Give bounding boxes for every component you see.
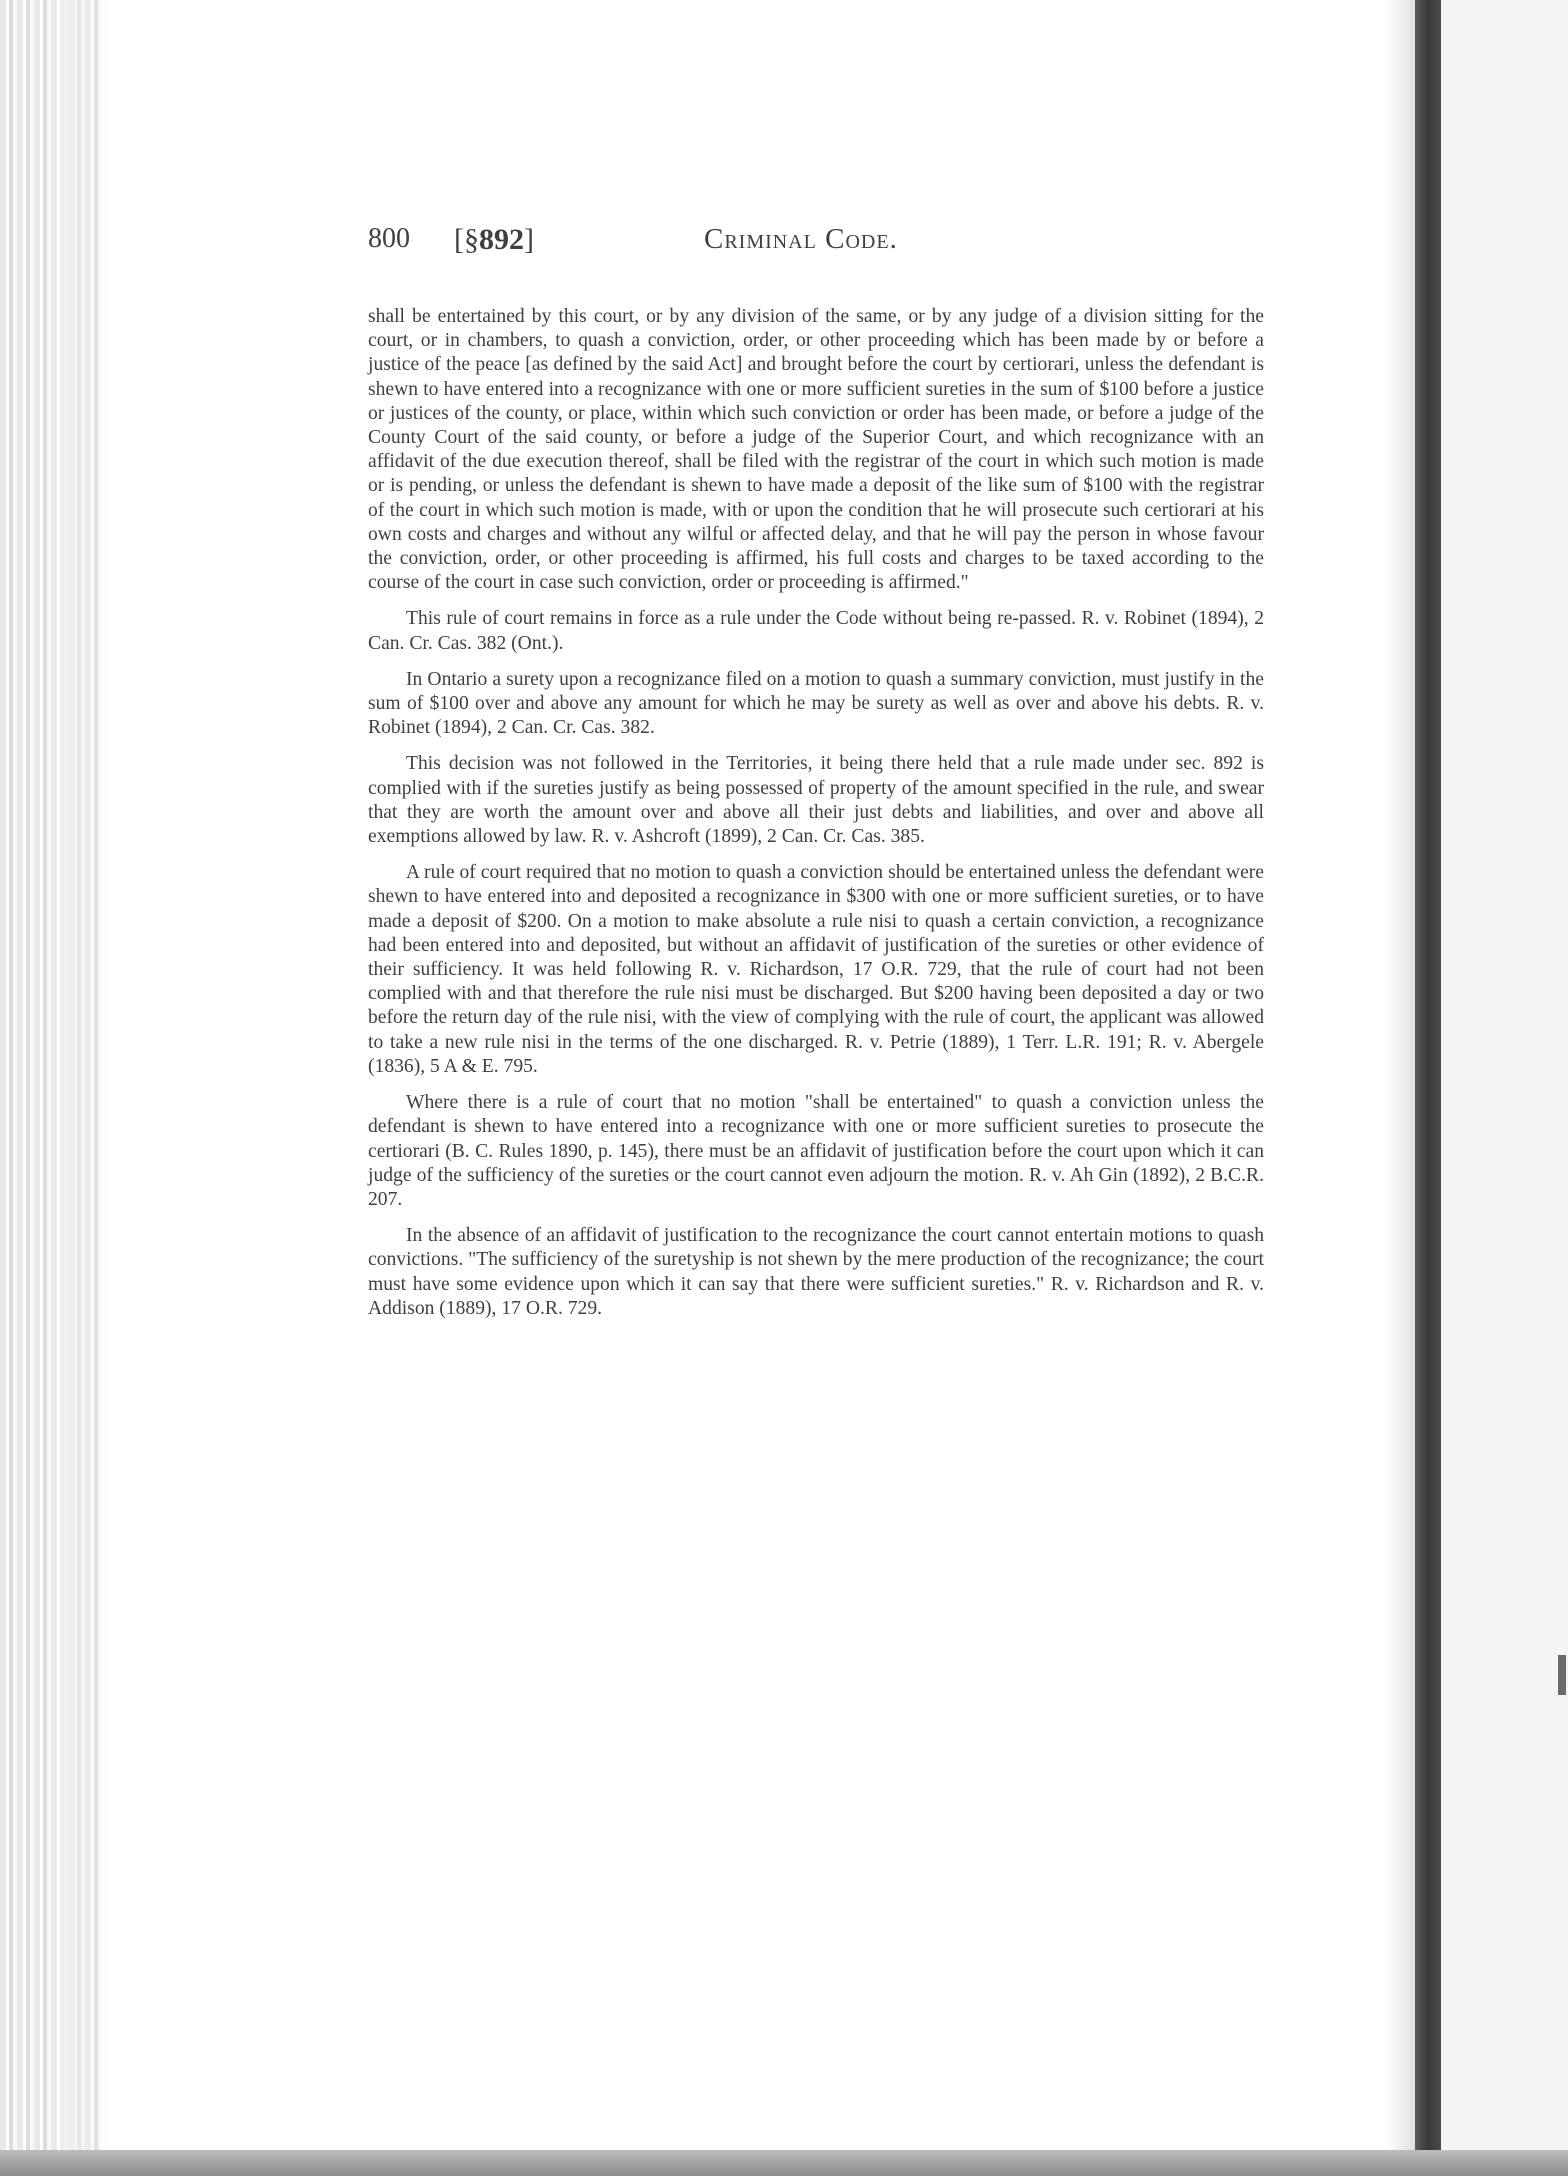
facing-page-edge <box>1441 0 1568 2176</box>
section-open-bracket: [§ <box>454 223 479 256</box>
section-close-bracket: ] <box>524 223 534 256</box>
book-gutter <box>1415 0 1441 2176</box>
running-head <box>368 215 1264 265</box>
paragraph: In Ontario a surety upon a recognizance filed on a motion to quash a summary conviction, must justify in the sum of $100 over and above any amount for which he may be surety as well as over and above his debts. R. v. Robinet (1894), 2 Can. Cr. Cas. 382. <box>368 668 1264 739</box>
paragraph: In the absence of an affidavit of justification to the recognizance the court cannot entertain motions to quash convictions. "The sufficiency of the suretyship is not shewn by the mere production of the recognizance; the court must have some evidence upon which it can say that there were sufficient sureties." R. v. Richardson and R. v. Addison (1889), 17 O.R. 729. <box>368 1225 1264 1319</box>
paragraph-continuation: shall be entertained by this court, or by any division of the same, or by any judge of a division sitting for the court, or in chambers, to quash a conviction, order, or other proceeding which has been made by or before a justice of the peace [as defined by the said Act] and brought before the court by certiorari, unless the defendant is shewn to have entered into a recognizance with one or more sufficient sureties in the sum of $100 before a justice or justices of the county, or place, within which such conviction or order has been made, or before a judge of the County Court of the said county, or before a judge of the Superior Court, and which recognizance with an affidavit of the due execution thereof, shall be filed with the registrar of the court in which such motion is made or is pending, or unless the defendant is shewn to have made a deposit of the like sum of $100 with the registrar of the court in which such motion is made, with or upon the condition that he will prosecute such certiorari at his own costs and charges and without any wilful or affected delay, and that he will pay the person in whose favour the conviction, order, or other proceeding is affirmed, his full costs and charges to be taxed according to the course of the court in case such conviction, order or proceeding is affirmed." <box>368 306 1264 594</box>
left-edge-fade <box>60 0 110 2176</box>
running-title: Criminal Code. <box>704 223 898 255</box>
bottom-scan-border <box>0 2150 1568 2176</box>
paragraph: This decision was not followed in the Territories, it being there held that a rule made under sec. 892 is complied with if the sureties justify as being possessed of property of the amount specified in the rule, and swear that they are worth the amount over and above all their just debts and liabilities, and over and above all exemptions allowed by law. R. v. Ashcroft (1899), 2 Can. Cr. Cas. 385. <box>368 753 1264 848</box>
paragraph: This rule of court remains in force as a rule under the Code without being re-passed. R. v. Robinet (1894), 2 Can. Cr. Cas. 382 (Ont.). <box>368 608 1264 654</box>
page-number: 800 <box>368 223 410 254</box>
section-number: 892 <box>479 223 524 256</box>
body-text <box>368 305 1264 1321</box>
section-reference <box>454 223 534 257</box>
book-page <box>368 215 1264 1333</box>
facing-page-mark <box>1558 1655 1566 1695</box>
paragraph: A rule of court required that no motion to quash a conviction should be entertained unless the defendant were shewn to have entered into and deposited a recognizance in $300 with one or more sufficient sureties, or to have made a deposit of $200. On a motion to make absolute a rule nisi to quash a certain conviction, a recognizance had been entered into and deposited, but without an affidavit of justification of the sureties or other evidence of their sufficiency. It was held following R. v. Richardson, 17 O.R. 729, that the rule of court had not been complied with and that therefore the rule nisi must be discharged. But $200 having been deposited a day or two before the return day of the rule nisi, with the view of complying with the rule of court, the applicant was allowed to take a new rule nisi in the terms of the one discharged. R. v. Petrie (1889), 1 Terr. L.R. 191; R. v. Abergele (1836), 5 A & E. 795. <box>368 862 1264 1077</box>
gutter-shadow <box>1385 0 1415 2176</box>
paragraph: Where there is a rule of court that no motion "shall be entertained" to quash a conviction unless the defendant is shewn to have entered into a recognizance with one or more sufficient sureties to prosecute the certiorari (B. C. Rules 1890, p. 145), there must be an affidavit of justification before the court upon which it can judge of the sufficiency of the sureties or the court cannot even adjourn the motion. R. v. Ah Gin (1892), 2 B.C.R. 207. <box>368 1092 1264 1210</box>
